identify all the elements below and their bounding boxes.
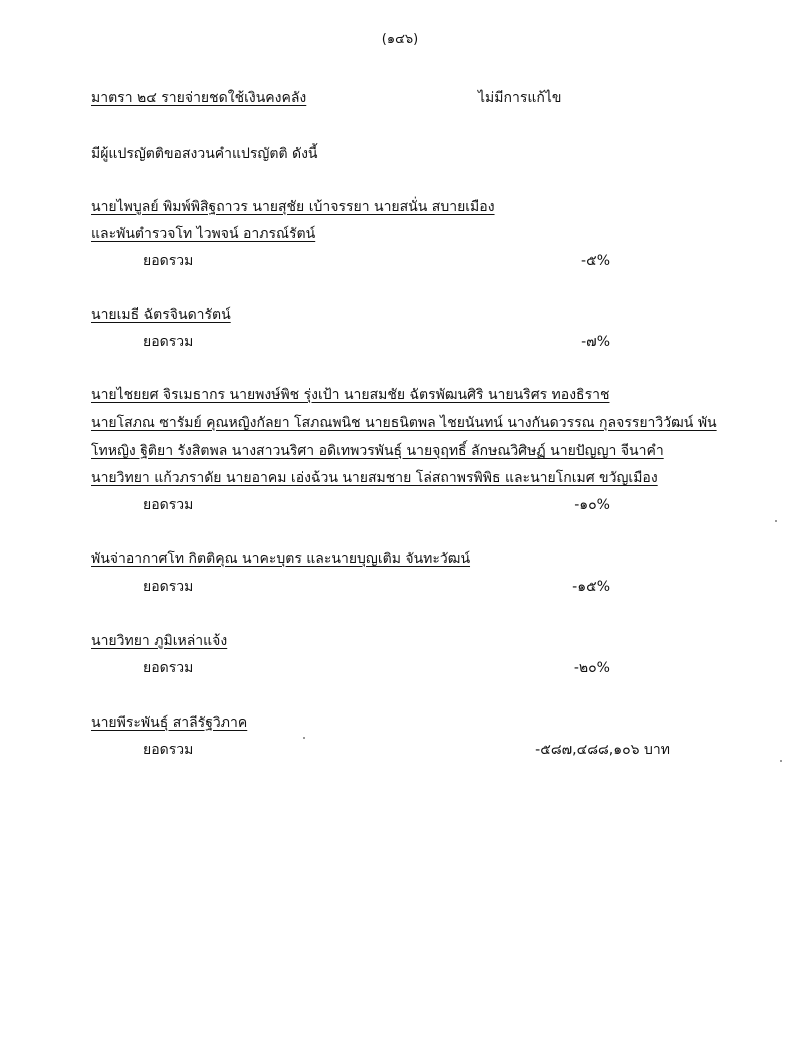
- scan-speck: [775, 520, 777, 522]
- group-2-names-line-1: นายเมธี ฉัตรจินดารัตน์: [91, 307, 231, 323]
- group-5-total-value: -๒๐%: [573, 660, 610, 676]
- page-number: (๑๔๖): [381, 32, 419, 47]
- group-5-total-label: ยอดรวม: [143, 660, 194, 676]
- scan-speck: [303, 737, 305, 739]
- group-1-names-line-2: และพันตำรวจโท ไวพจน์ อาภรณ์รัตน์: [91, 226, 316, 242]
- group-5-names-line-1: นายวิทยา ภูมิเหล่าแจ้ง: [91, 633, 228, 649]
- intro-text: มีผู้แปรญัตติขอสงวนคำแปรญัตติ ดังนี้: [91, 146, 318, 162]
- group-6-names-line-1: นายพีระพันธุ์ สาลีรัฐวิภาค: [91, 715, 248, 731]
- section-status: ไม่มีการแก้ไข: [478, 90, 562, 106]
- group-1-total-value: -๕%: [581, 253, 610, 269]
- scan-speck: [780, 760, 782, 762]
- group-1-total-label: ยอดรวม: [143, 253, 194, 269]
- group-4-total-label: ยอดรวม: [143, 579, 194, 595]
- group-3-total-label: ยอดรวม: [143, 497, 194, 513]
- group-6-total-label: ยอดรวม: [143, 742, 194, 758]
- group-2-total-label: ยอดรวม: [143, 334, 194, 350]
- group-3-names-line-2: นายโสภณ ซารัมย์ คุณหญิงกัลยา โสภณพนิช นายธนิตพล ไชยนันทน์ นางกันดวรรณ กุลจรรยาวิวัฒน์ พัน: [91, 415, 717, 431]
- group-6-total-value: -๕๘๗,๔๘๘,๑๐๖ บาท: [535, 742, 670, 758]
- group-4-names-line-1: พันจ่าอากาศโท กิตติคุณ นาคะบุตร และนายบุญเติม จันทะวัฒน์: [91, 551, 471, 567]
- group-3-total-value: -๑๐%: [574, 497, 610, 513]
- group-1-names-line-1: นายไพบูลย์ พิมพ์พิสิฐถาวร นายสุชัย เบ้าจรรยา นายสนั่น สบายเมือง: [91, 199, 495, 215]
- group-4-total-value: -๑๕%: [572, 579, 610, 595]
- group-3-names-line-4: นายวิทยา แก้วภราดัย นายอาคม เอ่งฉ้วน นายสมชาย โล่สถาพรพิพิธ และนายโกเมศ ขวัญเมือง: [91, 470, 658, 486]
- group-3-names-line-3: โทหญิง ฐิติยา รังสิตพล นางสาวนริศา อดิเทพวรพันธุ์ นายจุฤทธิ์ ลักษณวิศิษฏ์ นายปัญญา จีนาคำ: [91, 443, 664, 459]
- group-2-total-value: -๗%: [581, 334, 610, 350]
- section-heading: มาตรา ๒๔ รายจ่ายชดใช้เงินคงคลัง: [91, 90, 307, 106]
- group-3-names-line-1: นายไชยยศ จิรเมธากร นายพงษ์พิช รุ่งเป้า นายสมชัย ฉัตรพัฒนศิริ นายนริศร ทองธิราช: [91, 387, 610, 403]
